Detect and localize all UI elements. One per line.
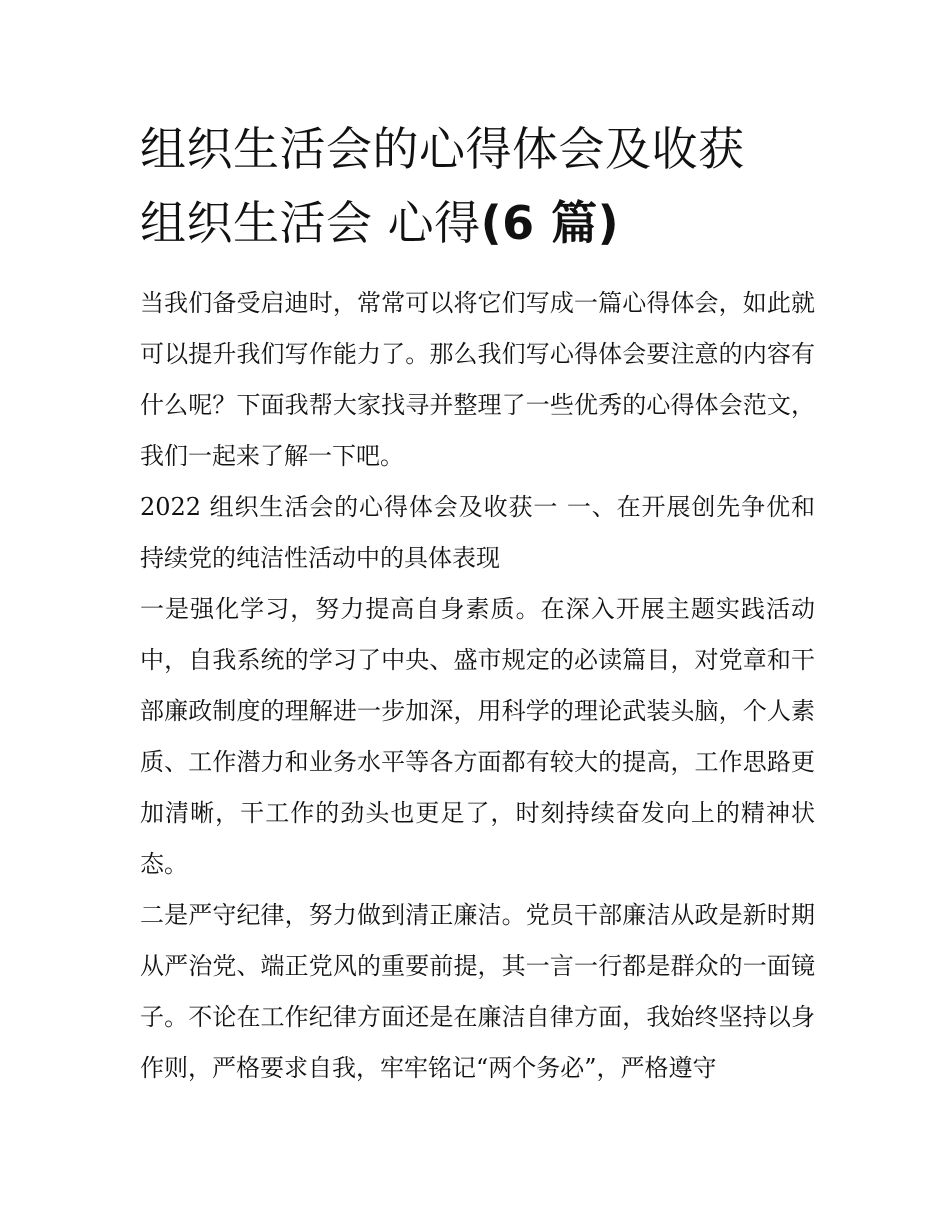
title-line-2: 组织生活会 心得 <box>140 196 481 250</box>
document-title <box>140 112 815 260</box>
body-paragraph-study: 一是强化学习，努力提高自身素质。在深入开展主题实践活动中，自我系统的学习了中央、盛市规定的必读篇目，对党章和干部廉政制度的理解进一步加深，用科学的理论武装头脑，个人素质、工作潜力和业务水平等各方面都有较大的提高，工作思路更加清晰，干工作的劲头也更足了，时刻持续奋发向上的精神状态。 <box>140 595 815 878</box>
section-heading: 2022 组织生活会的心得体会及收获一 一、在开展创先争优和持续党的纯洁性活动中的具体表现 <box>140 493 815 572</box>
intro-paragraph: 当我们备受启迪时，常常可以将它们写成一篇心得体会，如此就可以提升我们写作能力了。那么我们写心得体会要注意的内容有什么呢？下面我帮大家找寻并整理了一些优秀的心得体会范文，我们一起来了解一下吧。 <box>140 289 815 470</box>
body-paragraph-discipline: 二是严守纪律，努力做到清正廉洁。党员干部廉洁从政是新时期从严治党、端正党风的重要前提，其一言一行都是群众的一面镜子。不论在工作纪律方面还是在廉洁自律方面，我始终坚持以身作则，严格要求自我，牢牢铭记“两个务必”，严格遵守 <box>140 901 815 1082</box>
document-page <box>140 112 815 1094</box>
title-line-1: 组织生活会的心得体会及收获 <box>140 122 745 176</box>
title-count: (6 篇) <box>480 196 620 250</box>
